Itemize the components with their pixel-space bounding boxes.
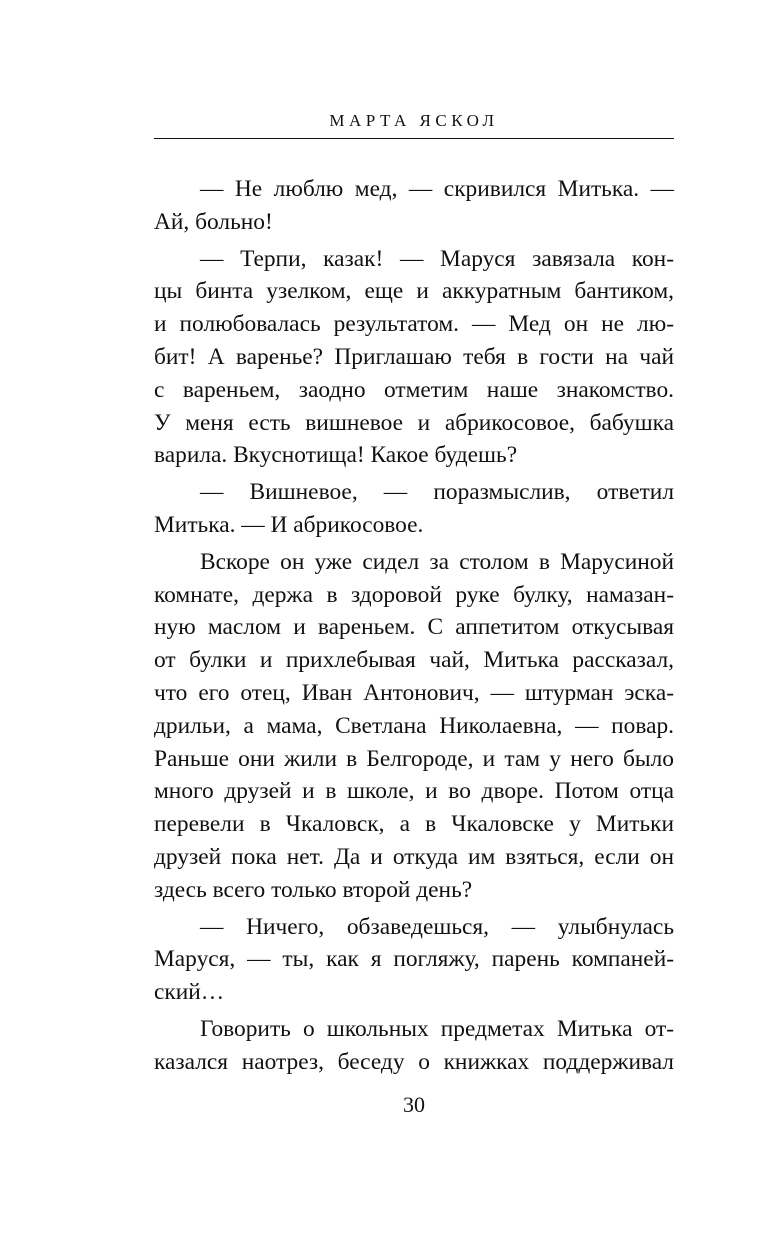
text-line: варила. Вкуснотища! Какое будешь? xyxy=(154,442,518,469)
text-line: Вскоре он уже сидел за столом в Марусиной xyxy=(200,548,674,575)
text-line: казался наотрез, беседу о книжках поддерживал xyxy=(154,1048,674,1075)
text-line: цы бинта узелком, еще и аккуратным бантиком, xyxy=(154,278,674,305)
text-line: перевели в Чкаловск, а в Чкаловске у Митьки xyxy=(154,811,674,838)
paragraph xyxy=(154,911,674,1009)
text-line: с вареньем, заодно отметим наше знакомство. xyxy=(154,376,674,403)
text-line: комнате, держа в здоровой руке булку, намазан- xyxy=(154,581,674,608)
text-line: Маруся, — ты, как я погляжу, парень компаней- xyxy=(154,946,674,973)
text-line: Ай, больно! xyxy=(154,208,273,235)
text-line: ную маслом и вареньем. С аппетитом откусывая xyxy=(154,614,674,641)
paragraph xyxy=(154,476,674,542)
text-line: дрильи, а мама, Светлана Николаевна, — повар. xyxy=(154,712,674,739)
paragraph xyxy=(154,1013,674,1079)
text-line: ский… xyxy=(154,979,225,1006)
text-line: — Не люблю мед, — скривился Митька. — xyxy=(200,176,674,202)
text-line: здесь всего только второй день? xyxy=(154,876,473,903)
text-line: бит! А варенье? Приглашаю тебя в гости на чай xyxy=(154,343,674,370)
text-line: друзей пока нет. Да и откуда им взяться, если он xyxy=(154,843,674,870)
paragraph xyxy=(154,243,674,473)
text-line: У меня есть вишневое и абрикосовое, бабушка xyxy=(154,409,674,436)
running-head: МАРТА ЯСКОЛ xyxy=(329,111,499,130)
text-line: Говорить о школьных предметах Митька от- xyxy=(200,1015,674,1042)
text-line: — Терпи, казак! — Маруся завязала кон- xyxy=(200,245,674,272)
text-line: и полюбовалась результатом. — Мед он не лю- xyxy=(154,311,674,338)
text-line: Раньше они жили в Белгороде, и там у него было xyxy=(154,745,674,772)
page-number: 30 xyxy=(403,1092,425,1117)
text-line: — Вишневое, — поразмыслив, ответил xyxy=(200,479,674,506)
header-rule xyxy=(154,138,674,139)
text-line: от булки и прихлебывая чай, Митька рассказал, xyxy=(154,647,674,674)
text-line: — Ничего, обзаведешься, — улыбнулась xyxy=(200,913,674,940)
text-line: Митька. — И абрикосовое. xyxy=(154,511,424,538)
text-line: много друзей и в школе, и во дворе. Потом отца xyxy=(154,778,674,805)
paragraph xyxy=(154,546,674,907)
body-text xyxy=(154,173,674,1083)
paragraph xyxy=(154,173,674,239)
text-line: что его отец, Иван Антонович, — штурман эска- xyxy=(154,679,674,706)
